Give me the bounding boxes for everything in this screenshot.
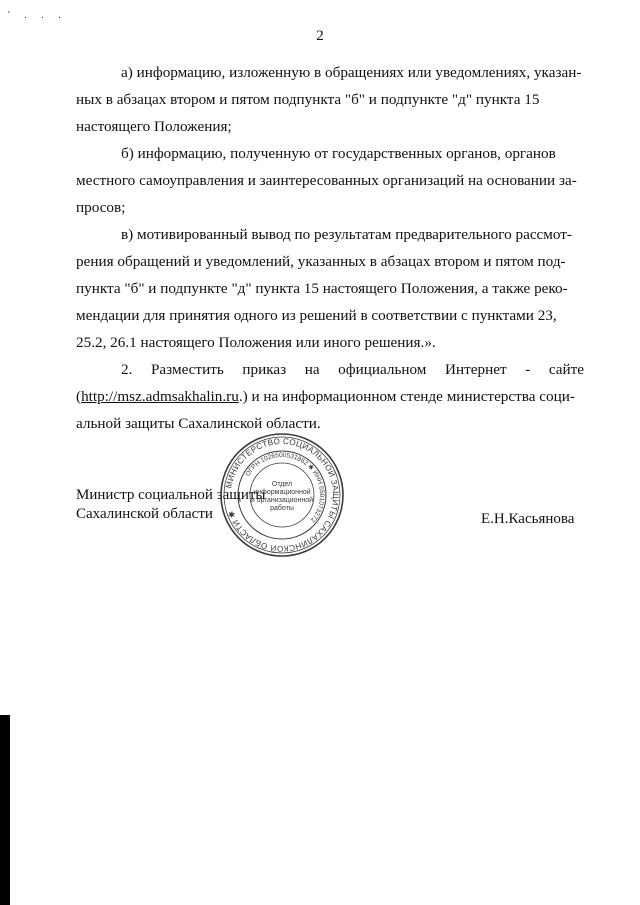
svg-text:информационной: информационной <box>253 489 311 496</box>
open-paren: ( <box>76 388 82 405</box>
item-v-line-1: в) мотивированный вывод по результатам предварительного рассмот- <box>121 226 572 243</box>
item-a-line-3: настоящего Положения; <box>76 118 232 135</box>
signatory-title-line-2: Сахалинской области <box>76 506 213 522</box>
item-b-line-1: б) информацию, полученную от государственных органов, органов <box>121 145 556 162</box>
item-2-line-3: альной защиты Сахалинской области. <box>76 415 321 432</box>
item-v-line-5: 25.2, 26.1 настоящего Положения или иного решения.». <box>76 334 436 351</box>
item-2-word: Интернет <box>445 361 507 378</box>
item-2-dash: - <box>525 361 531 378</box>
item-2-word: на <box>304 361 320 378</box>
item-2-number: 2. <box>121 361 133 378</box>
signatory-name: Е.Н.Касьянова <box>481 511 575 527</box>
svg-text:Отдел: Отдел <box>271 481 293 488</box>
scan-edge-bar <box>0 715 10 905</box>
item-v-line-4: мендации для принятия одного из решений в соответствии с пунктами 23, <box>76 307 557 324</box>
item-2-word: официальном <box>338 361 427 378</box>
item-v-line-3: пункта "б" и подпункте "д" пункта 15 настоящего Положения, а также реко- <box>76 280 568 297</box>
item-2-line-2 <box>76 388 575 406</box>
svg-text:работы: работы <box>270 505 294 512</box>
item-v-line-2: рения обращений и уведомлений, указанных в абзацах втором и пятом под- <box>76 253 566 270</box>
svg-text:ОГРН 1026500531862 ✱ ИНН 65010: ОГРН 1026500531862 ✱ ИНН 6501073272 <box>244 451 326 524</box>
item-2-word: сайте <box>548 361 585 378</box>
svg-text:и организационной: и организационной <box>250 497 314 504</box>
item-2-word: Разместить <box>150 361 224 378</box>
margin-marks: ' . . . <box>8 10 67 21</box>
svg-text:МИНИСТЕРСТВО СОЦИАЛЬНОЙ ЗАЩИТЫ: МИНИСТЕРСТВО СОЦИАЛЬНОЙ ЗАЩИТЫ САХАЛИНСКОЙ ОБЛАСТИ ✱ <box>224 436 341 554</box>
item-b-line-3: просов; <box>76 199 126 216</box>
item-a-line-2: ных в абзацах втором и пятом подпункта "б" и подпункте "д" пункта 15 <box>76 91 540 108</box>
item-2-line-1 <box>121 361 584 379</box>
signatory-title-line-1: Министр социальной защиты <box>76 487 266 503</box>
item-b-line-2: местного самоуправления и заинтересованных организаций на основании за- <box>76 172 577 189</box>
item-a-line-1: а) информацию, изложенную в обращениях или уведомлениях, указан- <box>121 64 582 81</box>
item-2-word: приказ <box>242 361 287 378</box>
website-link[interactable]: http://msz.admsakhalin.ru <box>81 388 239 405</box>
page-number: 2 <box>316 28 324 44</box>
official-stamp-seal <box>219 432 345 558</box>
item-2-line-2-rest: .) и на информационном стенде министерства соци- <box>238 388 575 405</box>
